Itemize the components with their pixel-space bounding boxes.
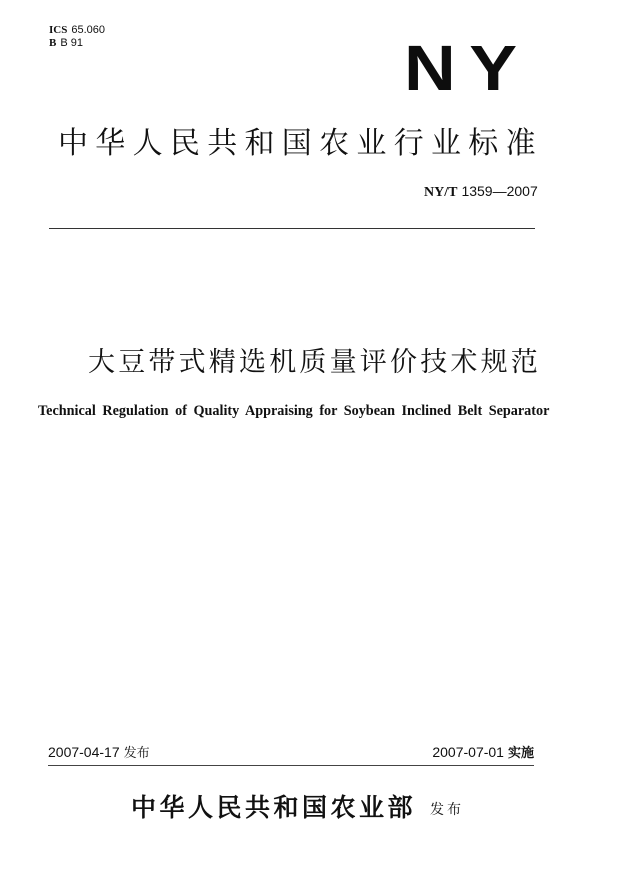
- effective-date-value: 2007-07-01: [432, 744, 504, 760]
- standard-heading: 中华人民共和国农业行业标准: [58, 126, 543, 161]
- standard-code-number: 1359—2007: [461, 183, 538, 199]
- ics-label: ICS: [49, 24, 68, 36]
- ccs-value: B 91: [60, 37, 83, 49]
- document-title-english: Technical Regulation of Quality Appraising for Soybean Inclined Belt Separator: [38, 403, 550, 419]
- effective-date: [432, 743, 534, 763]
- standard-code: [424, 183, 538, 201]
- ics-code: [49, 24, 105, 37]
- ics-value: 65.060: [71, 24, 105, 36]
- ny-logo: NY: [404, 32, 531, 104]
- bottom-divider: [48, 765, 534, 766]
- issue-date-value: 2007-04-17: [48, 744, 120, 760]
- top-divider: [49, 228, 535, 229]
- classification-codes: [49, 24, 105, 50]
- document-title-chinese: 大豆带式精选机质量评价技术规范: [88, 347, 541, 378]
- effective-date-label: 实施: [507, 746, 534, 761]
- ccs-label: B: [49, 37, 57, 49]
- publisher-name: 中华人民共和国农业部: [131, 793, 417, 822]
- publisher-label: 发布: [430, 802, 465, 818]
- issue-date: [48, 743, 150, 763]
- ccs-code: [49, 37, 105, 50]
- publisher: [131, 792, 464, 826]
- issue-date-label: 发布: [123, 746, 150, 761]
- standard-code-prefix: NY/T: [424, 185, 458, 200]
